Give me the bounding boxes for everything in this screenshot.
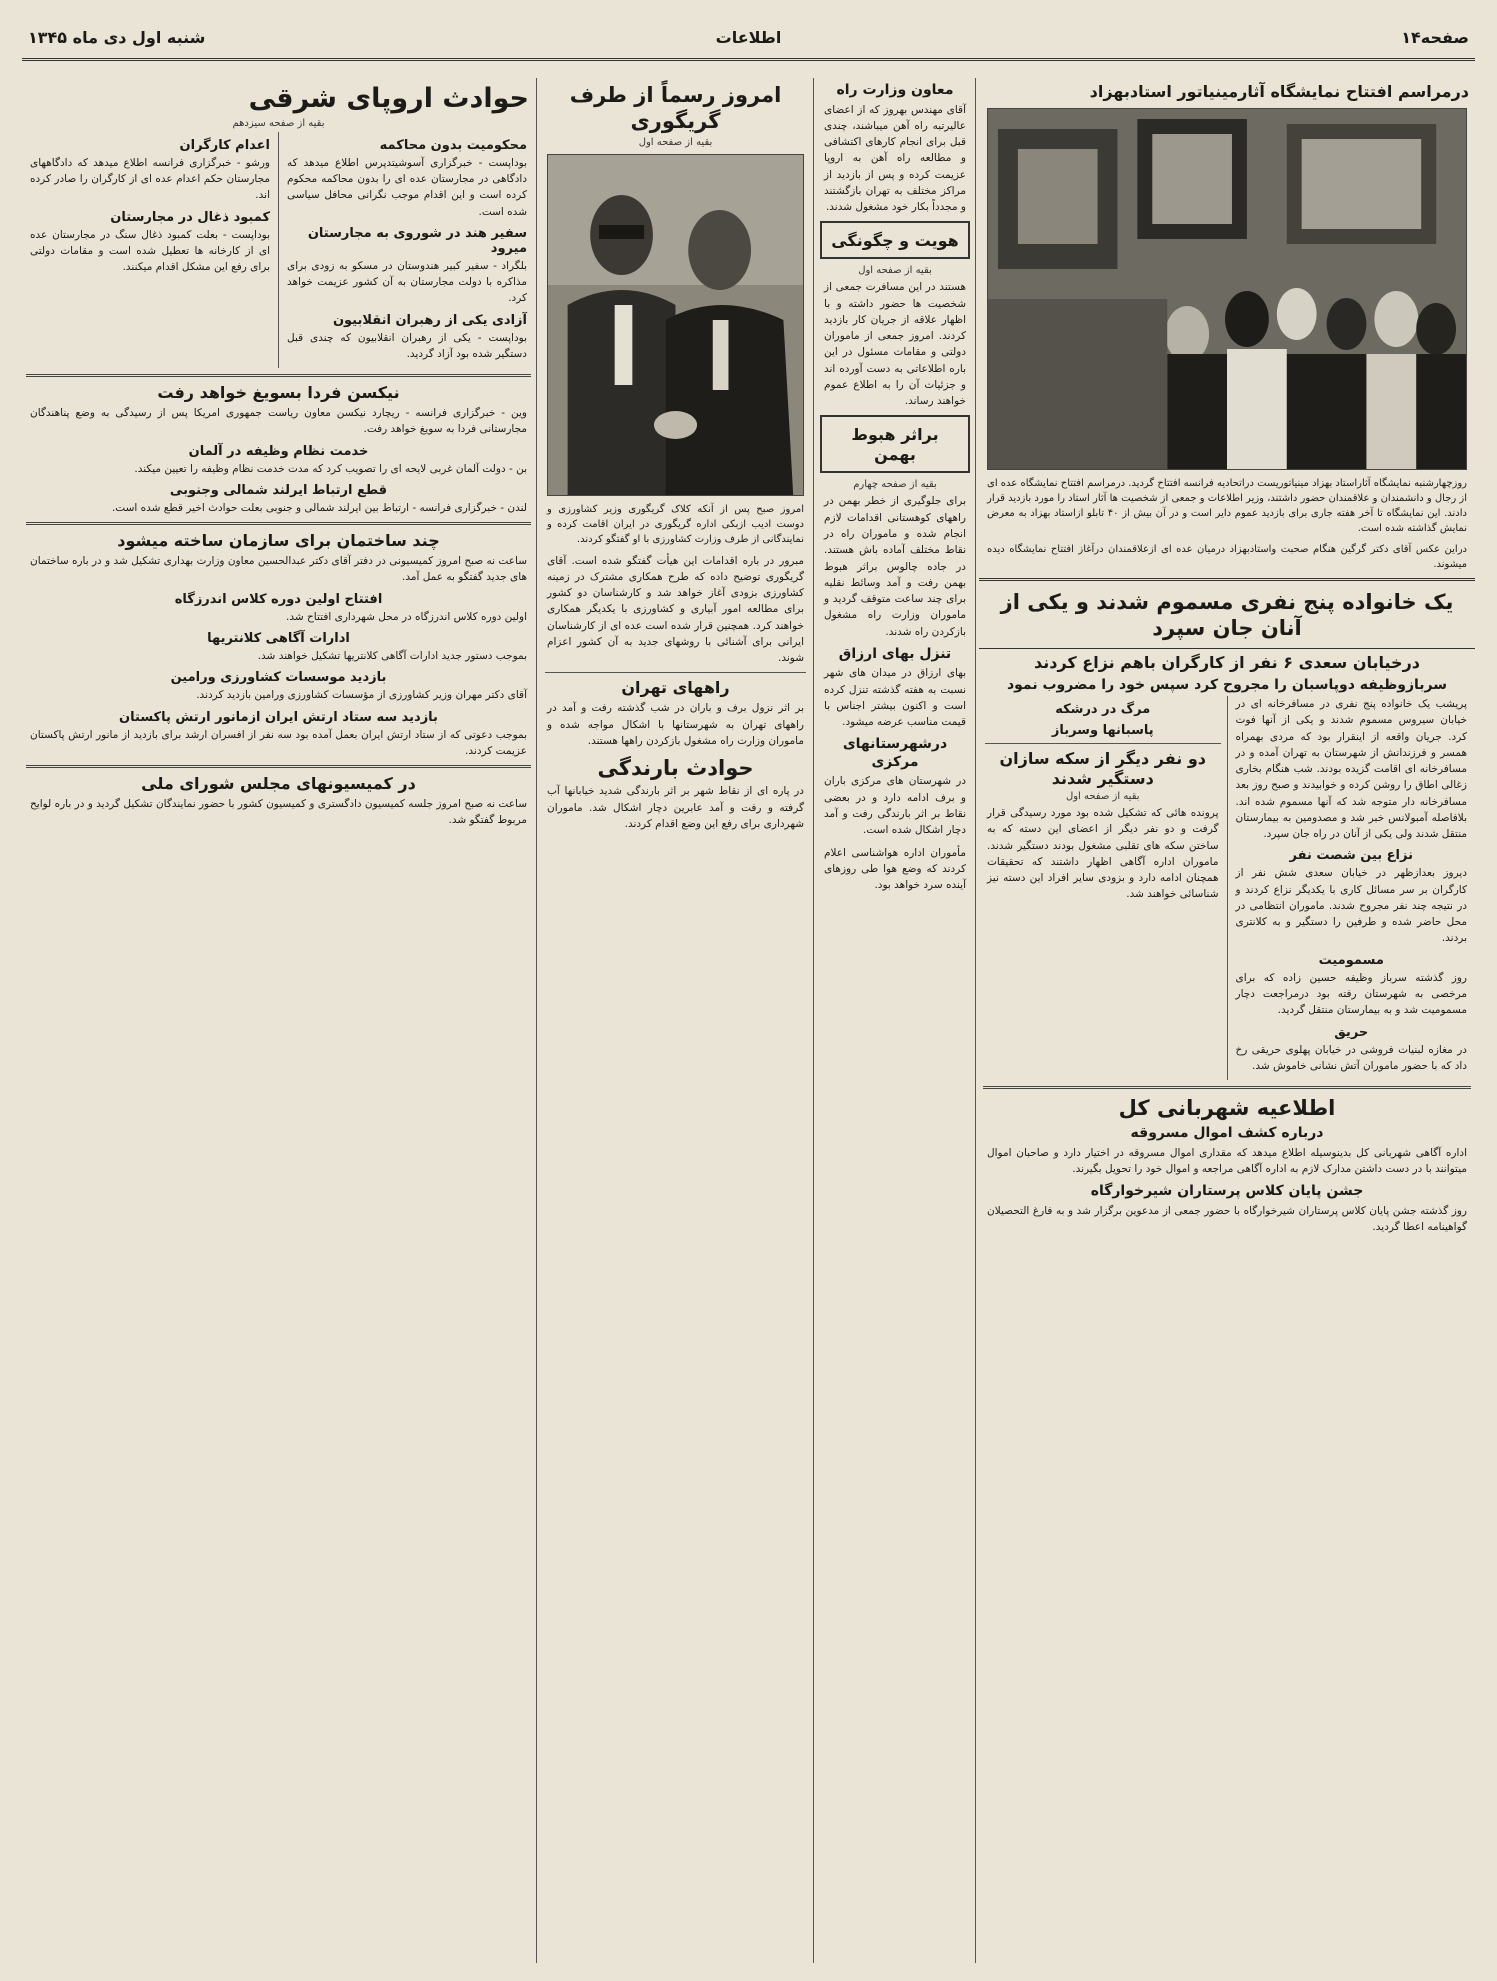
tehran-roads-body: بر اثر نزول برف و باران در شب گذشته رفت و آمد در راههای تهران به شهرستانها با اشکال مواجه شده و ماموران وزارت راه مشغول بازکردن راهها هستند. [547,702,804,747]
food-prices-body: بهای ارزاق در میدان های شهر نسبت به هفته گذشته تنزل کرده است و اکنون بیشتر اجناس با قیمت مناسب عرضه میشود. [824,667,966,729]
pakistan-maneuver-sub: بازدید سه ستاد ارتش ایران ازمانور ارتش پاکستان [119,709,438,725]
column-rule [975,78,976,1963]
pakistan-maneuver-body: بموجب دعوتی که از ستاد ارتش ایران بعمل آمده بود سه نفر از افسران ارشد برای بازدید از مانور ارتش پاکستان عزیمت کردند. [30,728,527,757]
newspaper-name: اطلاعات [715,28,782,47]
no-trial-body: بوداپست - خبرگزاری آسوشیتدپرس اطلاع میدهد که دادگاهی در مجارستان عده ای را بدون محاکمه محکوم کرده است و این اقدام موجب نگرانی محافل سیاسی شده است. [287,156,527,218]
identity-box [820,221,970,259]
separator [985,743,1221,744]
family-story-col-a [1228,696,1476,1080]
exhibition-photo [987,108,1467,470]
newspaper-page [22,18,1475,1963]
family-story-headline: یک خانواده پنج نفری مسموم شدند و یکی از آنان جان سپرد [1000,590,1454,641]
class-opening-body: اولین دوره کلاس اندرزگاه در محل شهرداری افتتاح شد. [286,610,527,623]
nixon-headline: نیکسن فردا بسویغ خواهد رفت [157,383,400,403]
exhibition-headline: درمراسم افتتاح نمایشگاه آثارمینیاتور استادبهزاد [1089,82,1469,101]
conscription-sub: خدمت نظام وظیفه در آلمان [188,443,369,459]
workers-execution-sub: اعدام کارگران [179,137,270,153]
nixon-body: وین - خبرگزاری فرانسه - ریچارد نیکسن معاون ریاست جمهوری امریکا پس از رسیدگی به وضع پناهندگان مجارستانی فردا به سویغ خواهد رفت. [30,407,527,436]
avalanche-kicker: بقیه از صفحه چهارم [853,479,937,491]
separator [545,672,806,673]
column-left [22,78,535,1963]
counterfeit-body: پرونده هائی که تشکیل شده بود مورد رسیدگی قرار گرفت و دو نفر دیگر از اعضای این دسته که به ساختن سکه های تقلبی مشغول بودند دستگیر شدند. ماموران اداره آگاهی اظهار داشتند که تحقیقات همچنان ادامه دارد و بزودی سایر افراد این دسته نیز شناسائی خواهند شد. [987,807,1219,901]
family-story-body: پریشب یک خانواده پنج نفری در مسافرخانه ای در خیابان سیروس مسموم شدند و یکی از آنها فوت کرد. جریان واقعه از اینقرار بود که مردی بهمراه همسر و فرزندانش از شهرستان به تهران آمده و در مسافرخانه ای اقامت گزیده بودند. شب هنگام بخاری زغالی اطاق را روشن کرده و خوابیدند و صبح روز بعد مسافرخانه دار متوجه شد که آنها مسموم شده اند. بلافاصله آمبولانس خبر شد و مصدومین به بیمارستان منتقل شدند ولی یکی از آنان در راه جان سپرد. [1235,698,1467,841]
handshake-caption: امروز صبح پس از آنکه کلاک گریگوری وزیر کشاورزی و دوست ادیب ازبکی اداره گریگوری در ایران اقامت کرده و نمایندگانی از طرف وزارت کشاورزی با او گفتگو کردند. [547,503,804,545]
page-number: صفحه۱۴ [1401,28,1469,47]
exhibition-photo-image [988,109,1466,469]
gregory-headline: امروز رسماً از طرف گریگوری [569,83,782,134]
exhibition-caption-2: دراین عکس آقای دکتر گرگین هنگام صحبت واستادبهزاد درمیان عده ای ازعلاقمندان درآغاز افتتاح نمایشگاه دیده میشوند. [987,544,1467,570]
column-rule [536,78,537,1963]
eastern-europe-kicker: بقیه از صفحه سیزدهم [232,117,325,129]
exhibition-caption: روزچهارشنبه نمایشگاه آثاراستاد بهزاد مینیاتوریست دراتحادیه فرانسه افتتاح گردید. درمراسم افتتاح نمایشگاه عده ای از رجال و دانشمندان و علاقمندان حضور داشتند، وزیر اطلاعات و جمعی از شخصیت ها آثار استاد را مورد بازدید قرار دادند. این نمایشگاه تا آخر هفته جاری برای بازدید عموم دایر است و در آن بیش از ۴۰ تابلو ازاستاد بهزاد به معرض نمایش گذاشته شده است. [986,478,1467,534]
rain-incidents-body: در پاره ای از نقاط شهر بر اثر بارندگی شدید خیابانها آب گرفته و رفت و آمد عابرین دچار اشکال شد. ماموران شهرداری برای رفع این وضع اقدام کردند. [547,785,804,830]
precinct-offices-sub: ادارات آگاهی کلانتریها [207,631,350,646]
fight-headline: نزاع بین شصت نفر [1289,848,1413,864]
rain-incidents-headline: حوادث بارندگی [597,756,754,781]
coal-shortage-body: بوداپست - بعلت کمبود ذغال سنگ در مجارستان عده ای از کارخانه ها تعطیل شده است و مقامات دولتی برای رفع این مشکل اقدام میکنند. [30,228,270,274]
separator [26,374,531,377]
avalanche-headline: براثر هبوط بهمن [851,425,939,465]
separator [983,1086,1471,1089]
police-notice-body: اداره آگاهی شهربانی کل بدینوسیله اطلاع میدهد که مقداری اموال مسروقه در اختیار دارد و صاحبان اموال میتوانند با در دست داشتن مدارک لازم به اداره آگاهی مراجعه و اموال خود را تحویل بگیرند. [987,1146,1467,1176]
identity-body: هستند در این مسافرت جمعی از شخصیت ها حضور داشته و با اظهار علاقه از جریان کار بازدید کردند. امروز جمعی از ماموران دولتی و مقامات مسئول در این باره اطلاعاتی به دست آورده اند و جزئیات آن را به اطلاع عموم خواهند رساند. [824,281,966,408]
varamin-visit-sub: بازدید موسسات کشاورزی ورامین [170,670,387,686]
counterfeit-headline: دو نفر دیگر از سکه سازان دستگیر شدند [999,749,1206,788]
ireland-sub: قطع ارتباط ایرلند شمالی وجنوبی [169,482,388,498]
india-ambassador-body: بلگراد - سفیر کبیر هندوستان در مسکو به زودی برای مذاکره با دولت مجارستان به آن کشور عزیمت خواهد کرد. [287,259,527,305]
revolutionary-release-body: بوداپست - یکی از رهبران انقلابیون که چندی قبل دستگیر شده بود آزاد گردید. [287,331,527,360]
counterfeit-kicker: بقیه از صفحه اول [1065,791,1140,802]
conscription-body: بن - دولت آلمان غربی لایحه ای را تصویب کرد که مدت خدمت نظام وظیفه را تعیین میکند. [134,462,527,475]
central-cities-body: در شهرستان های مرکزی باران و برف ادامه دارد و در بعضی نقاط بر اثر بارندگی رفت و آمد دچار اشکال شده است. [824,775,966,837]
fire-headline: حریق [1334,1024,1369,1040]
avalanche-body: برای جلوگیری از خطر بهمن در راههای کوهستانی اقدامات لازم انجام شده و ماموران راه در نقاط مختلف آماده باش هستند. در جاده چالوس براثر هبوط بهمن رفت و آمد وسائط نقلیه برای چند ساعت متوقف گردید و ماموران وزارت راه مشغول بازکردن راه شدند. [824,495,966,638]
india-ambassador-sub: سفیر هند در شوروی به مجارستان میرود [307,225,527,256]
eastern-europe-col-b [22,132,279,368]
police-notice-sub: درباره کشف اموال مسروقه [1130,1125,1324,1142]
handshake-photo [547,154,804,496]
eastern-europe-col-a [279,132,535,368]
column-third [539,78,812,1963]
gregory-body: مبرور در باره اقدامات این هیأت گفتگو شده است. آقای گریگوری توضیح داده که طرح همکاری مشترک در زمینه کشاورزی بزودی آغاز خواهد شد و کارشناسان دو کشور برای مطالعه امور آبیاری و کشاورزی با یکدیگر همکاری خواهند کرد. همچنین قرار شده است عده ای از کارشناسان ایرانی برای آشنائی با روشهای جدید به آن کشور اعزام شوند. [547,554,804,665]
weather-body: مأموران اداره هواشناسی اعلام کردند که وضع هوا طی روزهای آینده سرد خواهد بود. [824,846,966,892]
poisoning-headline: مسمومیت [1318,952,1384,968]
police-notice-headline: اطلاعیه شهربانی کل [1118,1096,1336,1121]
precinct-offices-body: بموجب دستور جدید ادارات آگاهی کلانتریها تشکیل خواهند شد. [257,650,527,662]
masthead [22,18,1475,61]
family-story-columns [979,696,1475,1080]
column-right [979,78,1475,1963]
column-second [816,78,974,1963]
no-trial-sub: محکومیت بدون محاکمه [379,137,527,153]
family-story-sub2: سربازوظیفه دوپاسبان را مجروح کرد سپس خود را مضروب نمود [1006,676,1448,693]
ireland-body: لندن - خبرگزاری فرانسه - ارتباط بین ایرلند شمالی و جنوبی بعلت حوادث اخیر قطع شده است. [111,501,527,514]
majlis-committees-body: ساعت نه صبح امروز جلسه کمیسیون دادگستری و کمیسیون کشور با حضور نمایندگان تشکیل گردید و در باره لوایح مربوط گفتگو شد. [30,798,527,827]
eastern-europe-headline: حوادث اروپای شرقی [248,83,529,114]
fight-body: دیروز بعدازظهر در خیابان سعدی شش نفر از کارگران بر سر مسائل کاری با یکدیگر نزاع کردند و در نتیجه چند نفر مجروح شدند. ماموران انتظامی در محل حاضر شده و طرفین را دستگیر و به کلانتری بردند. [1235,867,1467,945]
tehran-roads-headline: راههای تهران [621,678,730,698]
family-story-col-b [979,696,1228,1080]
family-story-banner [979,578,1475,649]
revolutionary-release-sub: آزادی یکی از رهبران انقلابیون [332,312,527,328]
gregory-kicker: بقیه از صفحه اول [638,136,713,148]
buildings-headline: چند ساختمان برای سازمان ساخته میشود [117,531,440,551]
class-opening-sub: افتتاح اولین دوره کلاس اندرزگاه [174,591,383,607]
separator [26,765,531,768]
issue-date: شنبه اول دی ماه ۱۳۴۵ [28,28,206,47]
carriage-death-headline: مرگ در درشکه [1055,702,1151,717]
nurses-ceremony-headline: جشن پایان کلاس پرستاران شیرخوارگاه [1090,1183,1364,1200]
majlis-committees-headline: در کمیسیونهای مجلس شورای ملی [141,774,416,794]
family-story-sub1: درخیابان سعدی ۶ نفر از کارگران باهم نزاع کردند [1033,652,1420,672]
poisoning-body: روز گذشته سرباز وظیفه حسین زاده که برای مرخصی به شهرستان رفته بود درمراجعت دچار مسمومیت شد و به بیمارستان منتقل گردید. [1235,971,1467,1017]
nurses-ceremony-body: روز گذشته جشن پایان کلاس پرستاران شیرخوارگاه با حضور جمعی از مدعوین برگزار شد و به فارغ التحصیلان گواهینامه اعطا گردید. [987,1204,1467,1234]
workers-execution-body: ورشو - خبرگزاری فرانسه اطلاع میدهد که دادگاههای مجارستان حکم اعدام عده ای از کارگران را صادر کرده اند. [30,156,270,202]
fire-body: در مغازه لبنیات فروشی در خیابان پهلوی حریقی رخ داد که با حضور ماموران آتش نشانی خاموش شد. [1235,1043,1467,1072]
deputy-minister-body: آقای مهندس بهروز که از اعضای عالیرتبه راه آهن میباشند، چندی قبل برای انجام کارهای اکتشافی و مطالعه راه آهن به اروپا عزیمت کرده و پس از بازدید از مراکز مختلف به تهران بازگشتند و مجدداً بکار خود مشغول شدند. [824,103,966,214]
police-soldier-headline: پاسبانها وسرباز [1051,723,1154,738]
varamin-visit-body: آقای دکتر مهران وزیر کشاورزی از مؤسسات کشاورزی ورامین بازدید کردند. [196,689,527,702]
coal-shortage-sub: کمبود ذغال در مجارستان [110,209,270,225]
eastern-europe-columns [22,132,535,368]
deputy-minister-headline: معاون وزارت راه [836,82,954,98]
buildings-body: ساعت نه صبح امروز کمیسیونی در دفتر آقای دکتر عبدالحسین معاون وزارت بهداری تشکیل شد و در باره ساختمان های جدید گفتگو به عمل آمد. [29,555,527,584]
separator [26,522,531,525]
food-prices-headline: تنزل بهای ارزاق [838,645,952,662]
handshake-photo-image [548,155,803,495]
identity-kicker: بقیه از صفحه اول [858,265,932,277]
identity-headline: هویت و چگونگی [831,231,959,251]
avalanche-box [820,415,970,473]
column-rule [813,78,814,1963]
central-cities-headline: درشهرستانهای مرکزی [842,736,948,770]
